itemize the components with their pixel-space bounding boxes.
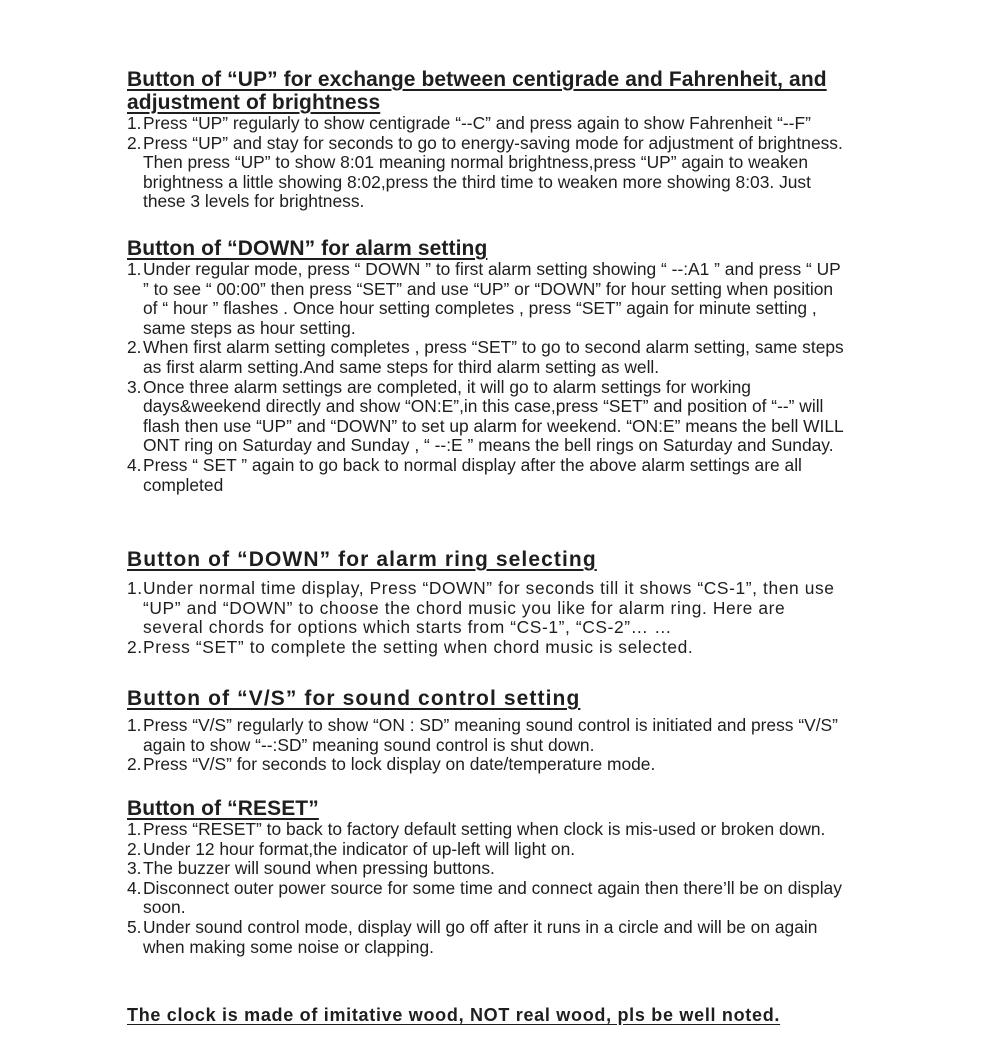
section-heading: Button of “DOWN” for alarm setting: [127, 237, 488, 260]
section-down-alarm-ring: [127, 548, 847, 657]
item-number: 1.: [127, 578, 143, 598]
item-text: Once three alarm settings are completed, it will go to alarm settings for working days&weekend directly and show “ON:E”,in this case,press “SET” and position of “--” will flash then use “UP” and “DOWN” to set up alarm for weekend. “ON:E” means the bell WILL ONT ring on Saturday and Sunday , “ --:E ” means the bell rings on Saturday and Sunday.: [143, 376, 844, 456]
item-number: 3.: [127, 376, 142, 397]
item-text: Press “V/S” regularly to show “ON : SD” meaning sound control is initiated and press “V/S” again to show “--:SD” meaning sound control is shut down.: [143, 715, 838, 755]
list-item: [127, 716, 847, 755]
list-item: [127, 820, 847, 840]
list-item: [127, 840, 847, 860]
item-text: Under normal time display, Press “DOWN” for seconds till it shows “CS-1”, then use “UP” and “DOWN” to choose the chord music you like for alarm ring. Here are several chords for options which starts from “CS-1”, “CS-2”… …: [143, 578, 835, 638]
instruction-list: [127, 820, 847, 957]
instruction-list: [127, 260, 847, 495]
item-number: 1.: [127, 715, 142, 735]
list-item: [127, 879, 847, 918]
item-number: 2.: [127, 754, 142, 775]
item-number: 1.: [127, 259, 142, 279]
item-number: 2.: [127, 337, 142, 358]
item-text: The buzzer will sound when pressing buttons.: [143, 858, 495, 879]
list-item: [127, 378, 847, 456]
item-number: 2.: [127, 636, 143, 657]
item-text: Press “V/S” for seconds to lock display on date/temperature mode.: [143, 754, 656, 775]
item-number: 1.: [127, 113, 142, 133]
item-number: 2.: [127, 838, 142, 859]
item-text: Press “UP” regularly to show centigrade “--C” and press again to show Fahrenheit “--F”: [143, 113, 811, 133]
list-item: [127, 918, 847, 957]
section-heading: Button of “DOWN” for alarm ring selecting: [127, 548, 597, 571]
item-number: 2.: [127, 132, 142, 153]
item-number: 3.: [127, 858, 142, 879]
item-text: Press “SET” to complete the setting when chord music is selected.: [143, 636, 694, 657]
section-vs-sound-control: [127, 687, 847, 775]
list-item: [127, 456, 847, 495]
instruction-list: [127, 579, 847, 657]
list-item: [127, 859, 847, 879]
section-heading: Button of “UP” for exchange between centigrade and Fahrenheit, and adjustment of brightness: [127, 68, 827, 114]
list-item: [127, 114, 847, 134]
item-text: Under 12 hour format,the indicator of up-left will light on.: [143, 838, 576, 859]
item-number: 1.: [127, 819, 142, 839]
item-text: Press “RESET” to back to factory default setting when clock is mis-used or broken down.: [143, 819, 826, 839]
item-text: Under sound control mode, display will go off after it runs in a circle and will be on again when making some noise or clapping.: [143, 916, 818, 957]
section-heading: Button of “V/S” for sound control setting: [127, 687, 581, 710]
instruction-list: [127, 716, 847, 775]
list-item: [127, 134, 847, 212]
list-item: [127, 260, 847, 338]
item-text: When first alarm setting completes , press “SET” to go to second alarm setting, same steps as first alarm setting.And same steps for third alarm setting as well.: [143, 337, 844, 377]
item-text: Press “ SET ” again to go back to normal display after the above alarm settings are all completed: [143, 454, 802, 495]
list-item: [127, 638, 847, 658]
section-up-button: [127, 68, 847, 212]
list-item: [127, 755, 847, 775]
item-text: Disconnect outer power source for some time and connect again then there’ll be on display soon.: [143, 877, 842, 918]
item-text: Under regular mode, press “ DOWN ” to first alarm setting showing “ --:A1 ” and press “ UP ” to see “ 00:00” then press “SET” and use “UP” or “DOWN” for hour setting when position of “ hour ” flashes . Once hour setting completes , press “SET” again for minute setting , same steps as hour setting.: [143, 259, 841, 338]
item-number: 4.: [127, 454, 142, 475]
item-number: 5.: [127, 916, 142, 937]
item-number: 4.: [127, 877, 142, 898]
wood-disclaimer-note: The clock is made of imitative wood, NOT real wood, pls be well noted.: [127, 1005, 781, 1025]
item-text: Press “UP” and stay for seconds to go to energy-saving mode for adjustment of brightness. Then press “UP” to show 8:01 meaning normal brightness,press “UP” again to weaken brightness a little showing 8:02,press the third time to weaken more showing 8:03. Just these 3 levels for brightness.: [143, 132, 843, 212]
list-item: [127, 579, 847, 638]
list-item: [127, 338, 847, 377]
section-down-alarm-setting: [127, 237, 847, 495]
section-reset-button: [127, 797, 847, 957]
section-heading: Button of “RESET”: [127, 797, 319, 820]
instruction-list: [127, 114, 847, 212]
